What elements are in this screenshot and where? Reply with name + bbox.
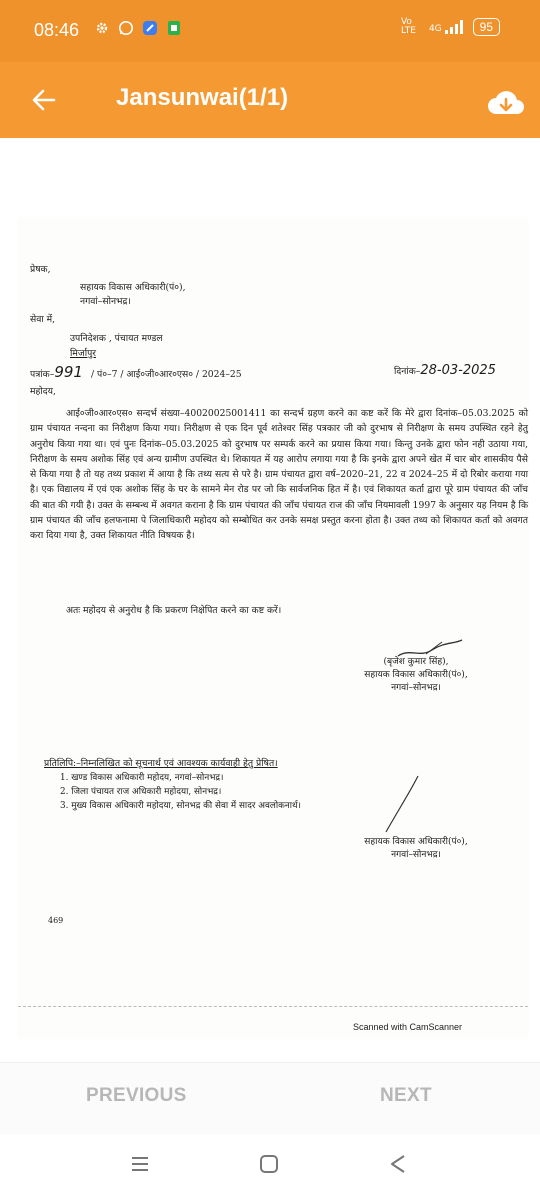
date-handwritten: 28-03-2025 (420, 363, 496, 378)
signatory-name: (बृजेश कुमार सिंह), (383, 657, 449, 667)
back-button[interactable] (24, 80, 64, 120)
signal-icon (445, 20, 463, 34)
page-title: Jansunwai(1/1) (116, 84, 289, 111)
pager-bar (0, 1062, 540, 1135)
arrow-left-icon (32, 89, 56, 111)
salutation: महोदय, (30, 386, 56, 397)
scanned-letter (18, 218, 528, 1038)
page-number: 469 (48, 916, 64, 925)
date-label: दिनांक– (394, 366, 421, 377)
sender-line2: नगवां–सोनभद्र। (80, 296, 131, 307)
cc-heading: प्रतिलिपि:–निम्नलिखित को सूचनार्थ एवं आवश्यक कार्यवाही हेतु प्रेषित। (44, 758, 278, 769)
document-viewer[interactable] (0, 138, 540, 1062)
system-nav-bar (0, 1134, 540, 1200)
letter-body: आई०जी०आर०एस० सन्दर्भ संख्या–40020025001411 का सन्दर्भ ग्रहण करने का कष्ट करें कि मेरे द्वारा दिनांक–05.03.2025 को ग्राम पंचायत नन्दना का निरीक्षण किया गया। निरीक्षण से एक दिन पूर्व शतेश्वर सिंह पत्रकार जी को दुरभाष से निरीक्षण के समय उपस्थित रहने हेतु अनुरोध किया गया था। एवं पुनः दिनांक–05.03.2025 को दुरभाष पर सम्पर्क करने का प्रयास किया गया। किन्तु उनके द्वारा फोन नही उठाया गया, निरीक्षण के समय अशोक सिंह एवं अन्य ग्रामीण उपस्थित थे। शिकायत में यह आरोप लगाया गया है कि इनके द्वारा अपने खेत में चार बोर शासकीय पैसे से किया गया है तो यह तथ्य प्रकाश में आया है कि तथ्य सत्य से परे है। ग्राम पंचायत द्वारा वर्ष–2020–21, 22 व 2024–25 में दो रिबोर कराया गया है। एक विद्यालय में एवं एक अशोक सिंह के घर के सामने मेन रोड पर जो कि सार्वजनिक हित में है। एवं शिकायत कर्ता द्वारा पूरे ग्राम पंचायत की जाँच की बात की गयी है। उक्त के सम्बन्ध में अवगत कराना है कि ग्राम पंचायत की जाँच पंचायत राज की जाँच नियमावली 1997 के अनुसार यह नियम है कि ग्राम पंचायत की जाँच हलफनामा पे जिलाधिकारी महोदय को सम्बोधित कर उनके समक्ष प्रस्तुत करना होता है। उक्त तथ्य को शिकायत कर्ता को अवगत करा दिया गया है, उक्त शिकायत नीति विषयक है। (30, 408, 528, 542)
signal-indicator (429, 20, 463, 34)
signatory-place: नगवां–सोनभद्र। (391, 683, 441, 693)
status-time: 08:46 (34, 20, 80, 40)
signatory-block (356, 656, 476, 695)
back-triangle-icon[interactable] (388, 1154, 408, 1174)
cc-item: 3. मुख्य विकास अधिकारी महोदया, सोनभद्र की सेवा में सादर अवलोकनार्थ। (60, 801, 301, 811)
status-notification-icons (94, 20, 182, 36)
gear-icon (94, 20, 110, 36)
cloud-download-icon (486, 88, 526, 118)
network-type: 4G (428, 24, 442, 34)
battery-indicator: 95 (473, 18, 500, 36)
sender-line1: सहायक विकास अधिकारी(पं०), (80, 282, 186, 293)
download-button[interactable] (486, 88, 526, 118)
ref-number-handwritten: 991 (54, 363, 83, 381)
cc-item: 1. खण्ड विकास अधिकारी महोदय, नगवां–सोनभद्र। (60, 773, 224, 783)
sender-label: प्रेषक, (30, 264, 51, 275)
cc-list (60, 771, 301, 813)
app-bar (0, 62, 540, 138)
signatory-title: सहायक विकास अधिकारी(पं०), (364, 670, 468, 680)
to-line2: मिर्जापुर (70, 348, 97, 359)
previous-button[interactable]: PREVIOUS (86, 1085, 187, 1106)
status-bar (0, 0, 540, 62)
status-right (401, 18, 500, 36)
whatsapp-icon (118, 20, 134, 36)
date-line (394, 364, 496, 378)
volte-indicator: Vo LTE (400, 17, 416, 36)
recents-icon[interactable] (130, 1154, 150, 1174)
second-signature-mark (382, 774, 422, 834)
reference-line (30, 363, 242, 381)
to-line1: उपनिदेशक , पंचायत मण्डल (70, 333, 163, 344)
app-blue-icon (142, 20, 158, 36)
next-button[interactable]: NEXT (380, 1085, 432, 1106)
home-icon[interactable] (259, 1154, 279, 1174)
scan-edge (18, 1006, 528, 1007)
ref-prefix: पत्रांक– (30, 369, 55, 380)
ref-rest: / पं०–7 / आई०जी०आर०एस० / 2024–25 (90, 369, 242, 380)
sig2-place: नगवां–सोनभद्र। (391, 850, 441, 860)
camscanner-watermark: Scanned with CamScanner (352, 1022, 462, 1032)
cc-item: 2. जिला पंचायत राज अधिकारी महोदया, सोनभद्र। (60, 787, 222, 797)
app-green-icon (166, 20, 182, 36)
sig2-title: सहायक विकास अधिकारी(पं०), (364, 837, 468, 847)
to-label: सेवा में, (30, 314, 56, 325)
second-signatory-block (356, 836, 476, 862)
closing-line: अतः महोदय से अनुरोध है कि प्रकरण निक्षेपित करने का कष्ट करें। (66, 605, 282, 616)
